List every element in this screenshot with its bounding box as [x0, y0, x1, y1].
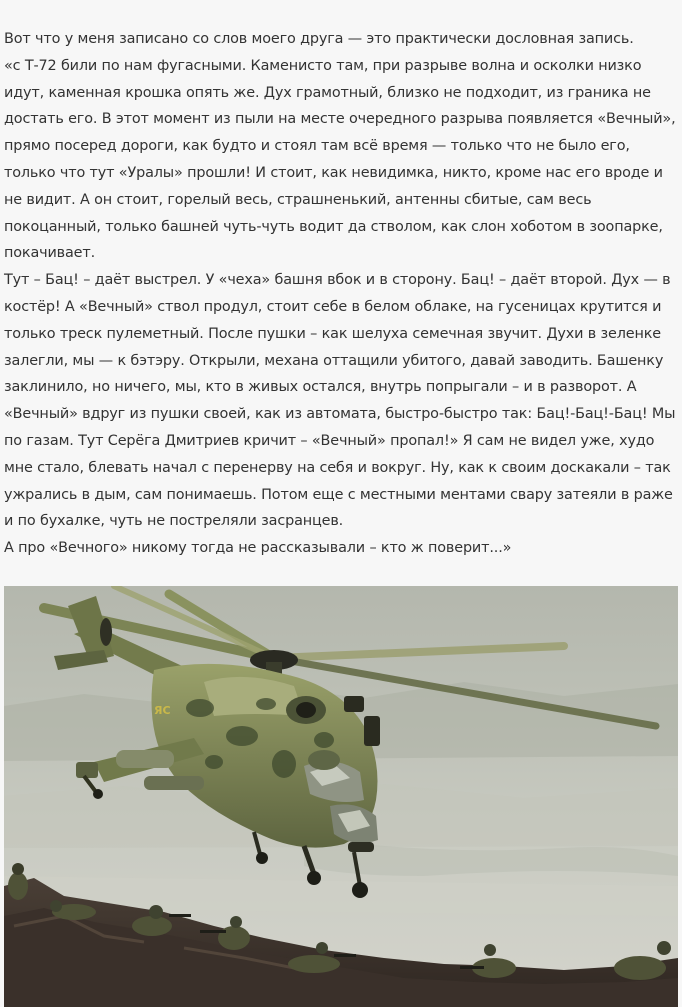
closing-paragraph: А про «Вечного» никому тогда не рассказывали – кто ж поверит...»	[4, 540, 512, 557]
intro-paragraph: Вот что у меня записано со слов моего друга — это практически дословная запись.	[4, 31, 634, 47]
article-text	[4, 26, 678, 562]
story-paragraph-1: «с Т-72 били по нам фугасными. Каменисто там, при разрыве волна и осколки низко идут, каменная крошка опять же. Дух грамотный, близко не подходит, из граника не достать его. В этот момент из пыли на месте очередного разрыва появляется «Вечный», прямо посеред дороги, как будто и стоял там всё время — только что не было его, только что тут «Уралы» прошли! И стоит, как невидимка, никто, кроме нас его вроде и не видит. А он стоит, горелый весь, страшненький, антенны сбитые, сам весь покоцанный, только башней чуть-чуть водит да стволом, как слон хоботом в зоопарке, покачивает.	[4, 57, 676, 262]
story-paragraph-2: Тут – Бац! – даёт выстрел. У «чеха» башня вбок и в сторону. Бац! – даёт второй. Дух — в костёр! А «Вечный» ствол продул, стоит себе в белом облаке, на гусеницах крутится и только треск пулеметный. После пушки – как шелуха семечная звучит. Духи в зеленке залегли, мы — к бэтэру. Открыли, механа оттащили убитого, давай заводить. Башенку заклинило, но ничего, мы, кто в живых остался, внутрь попрыгали – и в разворот. А «Вечный» вдруг из пушки своей, как из автомата, быстро-быстро так: Бац!-Бац!-Бац! Мы по газам. Тут Серёга Дмитриев кричит – «Вечный» пропал!» Я сам не видел уже, худо мне стало, блевать начал с перенерву на себя и вокруг. Ну, как к своим доскакали – так ужрались в дым, сам понимаешь. Потом еще с местными ментами свару затеяли в раже и по бухалке, чуть не постреляли засранцев.	[4, 272, 676, 530]
helicopter-photo	[4, 586, 678, 1007]
fuselage-marking: ЯС	[154, 704, 171, 717]
